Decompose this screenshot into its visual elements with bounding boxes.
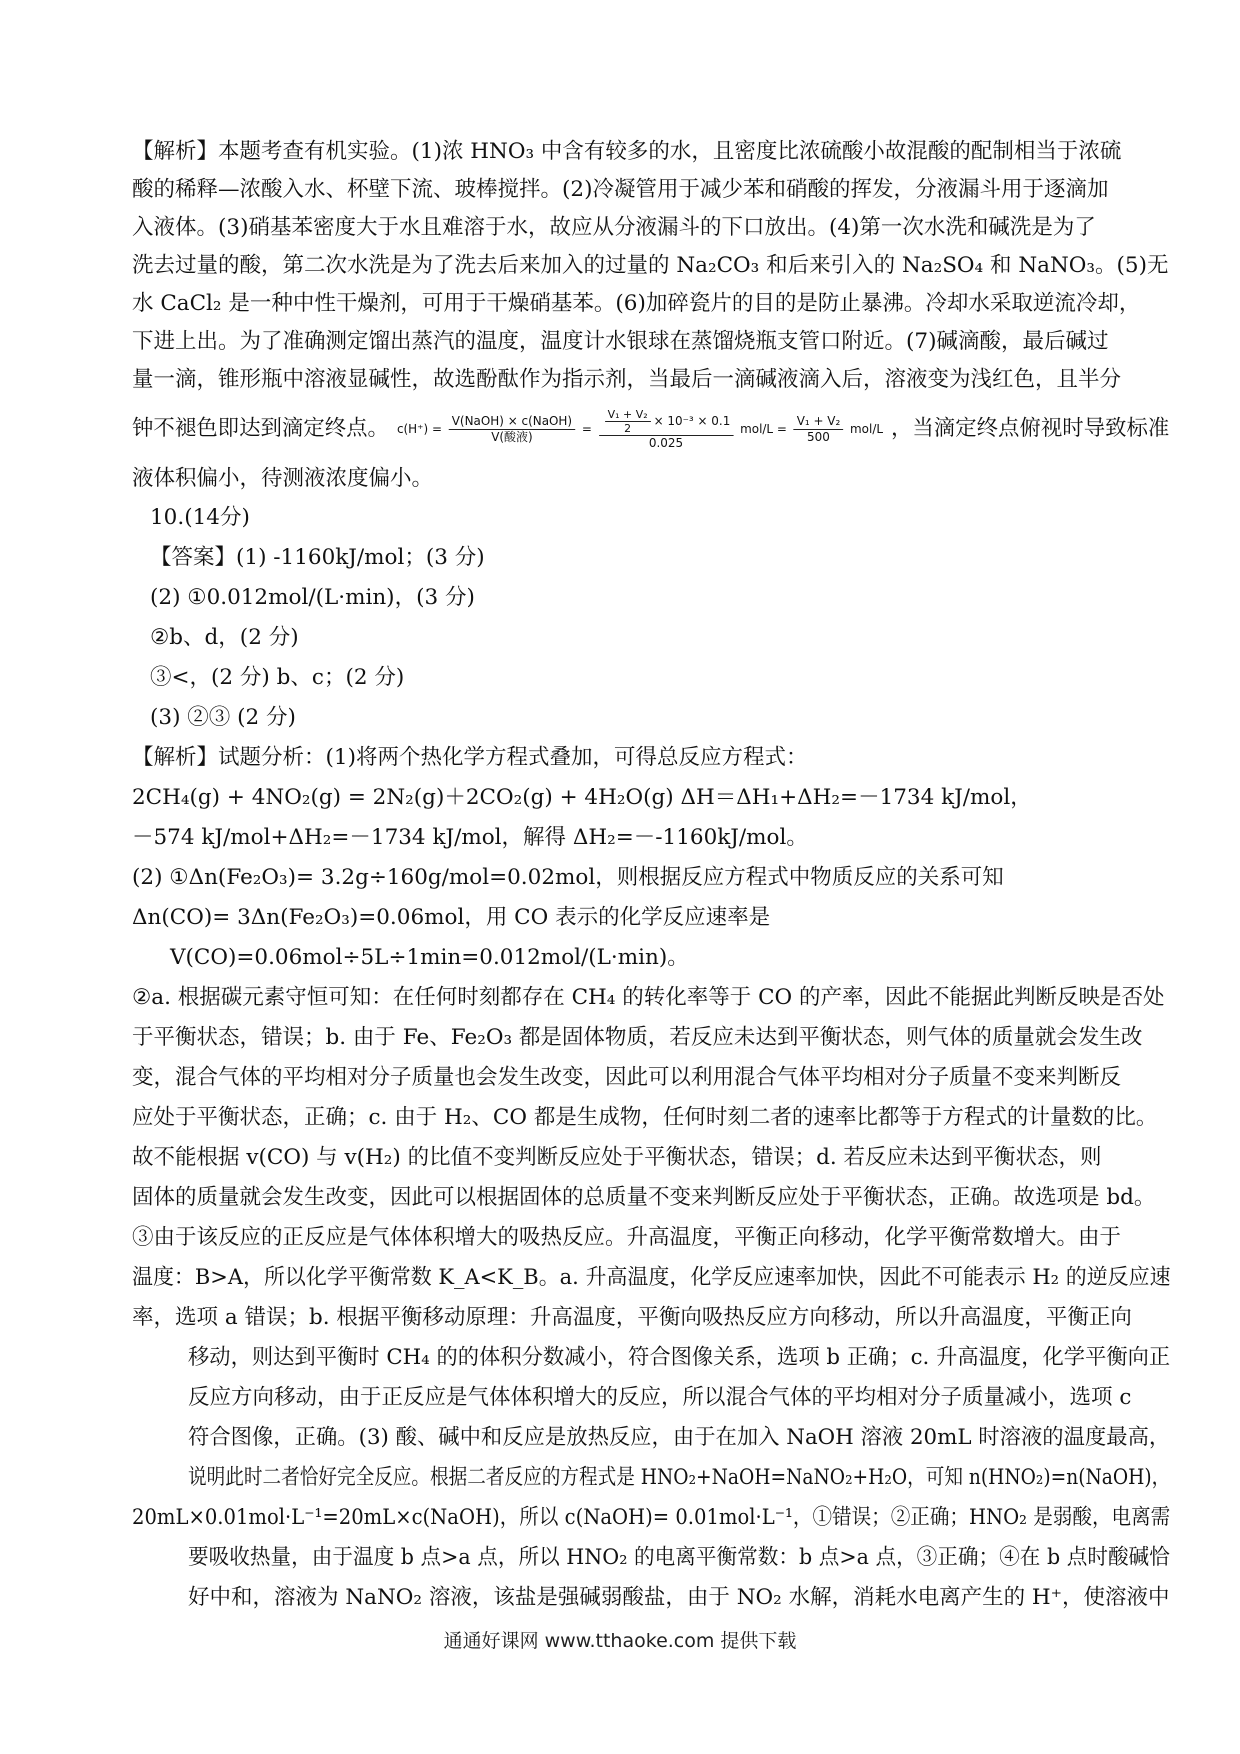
titration-formula xyxy=(397,396,883,462)
text-line: 温度：B>A，所以化学平衡常数 K_A<K_B。a. 升高温度，化学反应速率加快，因此不可能表示 H₂ 的逆反应速 xyxy=(132,1265,1171,1290)
text-line: 液体积偏小，待测液浓度偏小。 xyxy=(132,466,434,491)
text-line: 符合图像，正确。(3) 酸、碱中和反应是放热反应，由于在加入 NaOH 溶液 20mL 时溶液的温度最高， xyxy=(188,1425,1171,1450)
text-line: 率，选项 a 错误；b. 根据平衡移动原理：升高温度，平衡向吸热反应方向移动，所以升高温度，平衡正向 xyxy=(132,1305,1132,1330)
text-line: (2) ①Δn(Fe₂O₃)= 3.2g÷160g/mol=0.02mol，则根据反应方程式中物质反应的关系可知 xyxy=(132,865,1004,890)
inner-numerator: V₁ + V₂ xyxy=(605,408,651,422)
answer-line: 【答案】(1) -1160kJ/mol；(3 分) xyxy=(150,545,485,570)
formula-unit: mol/L xyxy=(850,422,883,436)
text-line: 要吸收热量，由于温度 b 点>a 点，所以 HNO₂ 的电离平衡常数：b 点>a 点，③正确；④在 b 点时酸碱恰 xyxy=(188,1545,1170,1570)
equation-line: V(CO)=0.06mol÷5L÷1min=0.012mol/(L·min)。 xyxy=(170,945,689,970)
text-line: 故不能根据 v(CO) 与 v(H₂) 的比值不变判断反应处于平衡状态，错误；d. 若反应未达到平衡状态，则 xyxy=(132,1145,1102,1170)
formula-fraction-1 xyxy=(449,414,575,445)
text-line: 洗去过量的酸，第二次水洗是为了洗去后来加入的过量的 Na₂CO₃ 和后来引入的 Na₂SO₄ 和 NaNO₃。(5)无 xyxy=(132,253,1169,278)
text-line: ③由于该反应的正反应是气体体积增大的吸热反应。升高温度，平衡正向移动，化学平衡常数增大。由于 xyxy=(132,1225,1122,1250)
formula-suffix-text: ，当滴定终点俯视时导致标准 xyxy=(890,416,1170,441)
formula-fraction-3 xyxy=(794,414,844,445)
formula-line xyxy=(132,396,1169,462)
text-line: 说明此时二者恰好完全反应。根据二者反应的方程式是 HNO₂+NaOH=NaNO₂+H₂O，可知 n(HNO₂)=n(NaOH)， xyxy=(188,1465,1171,1490)
formula-lhs: c(H⁺) = xyxy=(396,422,442,436)
text-line: Δn(CO)= 3Δn(Fe₂O₃)=0.06mol，用 CO 表示的化学反应速率是 xyxy=(132,905,771,930)
text-line: 酸的稀释—浓酸入水、杯壁下流、玻棒搅拌。(2)冷凝管用于减少苯和硝酸的挥发，分液漏斗用于逐滴加 xyxy=(132,177,1109,202)
equation-line: 2CH₄(g) + 4NO₂(g) = 2N₂(g)＋2CO₂(g) + 4H₂O(g) ΔH＝ΔH₁+ΔH₂=－1734 kJ/mol， xyxy=(132,785,1032,810)
text-line: 量一滴，锥形瓶中溶液显碱性，故选酚酞作为指示剂，当最后一滴碱液滴入后，溶液变为浅红色，且半分 xyxy=(132,367,1122,392)
text-line: 20mL×0.01mol·L⁻¹=20mL×c(NaOH)，所以 c(NaOH)= 0.01mol·L⁻¹，①错误；②正确；HNO₂ 是弱酸，电离需 xyxy=(132,1505,1171,1530)
answer-line: (2) ①0.012mol/(L·min)，(3 分) xyxy=(150,585,475,610)
text-line: 变，混合气体的平均相对分子质量也会发生改变，因此可以利用混合气体平均相对分子质量不变来判断反 xyxy=(132,1065,1122,1090)
text-line: 固体的质量就会发生改变，因此可以根据固体的总质量不变来判断反应处于平衡状态，正确。故选项是 bd。 xyxy=(132,1185,1156,1210)
formula-unit: mol/L = xyxy=(740,422,787,436)
text-line: 移动，则达到平衡时 CH₄ 的的体积分数减小，符合图像关系，选项 b 正确；c. 升高温度，化学平衡向正 xyxy=(188,1345,1171,1370)
fraction-numerator: V(NaOH) × c(NaOH) xyxy=(449,414,575,430)
text-line: ②a. 根据碳元素守恒可知：在任何时刻都存在 CH₄ 的转化率等于 CO 的产率，因此不能据此判断反映是否处 xyxy=(132,985,1165,1010)
text-line: 水 CaCl₂ 是一种中性干燥剂，可用于干燥硝基苯。(6)加碎瓷片的目的是防止暴沸。冷却水采取逆流冷却， xyxy=(132,291,1141,316)
answer-line: ②b、d，(2 分) xyxy=(150,625,299,650)
text-line: 入液体。(3)硝基苯密度大于水且难溶于水，故应从分液漏斗的下口放出。(4)第一次水洗和碱洗是为了 xyxy=(132,215,1096,240)
text-line: 好中和，溶液为 NaNO₂ 溶液，该盐是强碱弱酸盐，由于 NO₂ 水解，消耗水电离产生的 H⁺，使溶液中 xyxy=(188,1585,1170,1610)
page-footer: 通通好课网 www.tthaoke.com 提供下载 xyxy=(443,1630,797,1652)
answer-line: ③<，(2 分) b、c；(2 分) xyxy=(150,665,405,690)
text-line: 应处于平衡状态，正确；c. 由于 H₂、CO 都是生成物，任何时刻二者的速率比都等于方程式的计量数的比。 xyxy=(132,1105,1158,1130)
answer-line: (3) ②③ (2 分) xyxy=(150,705,296,730)
fraction-denominator: 0.025 xyxy=(648,436,684,450)
text-line: 反应方向移动，由于正反应是气体体积增大的反应，所以混合气体的平均相对分子质量减小，选项 c xyxy=(188,1385,1132,1410)
fraction-numerator-tail: × 10⁻³ × 0.1 xyxy=(653,414,731,428)
text-line: 【解析】本题考查有机实验。(1)浓 HNO₃ 中含有较多的水，且密度比浓硫酸小故混酸的配制相当于浓硫 xyxy=(132,139,1122,164)
question-title: 10.(14分) xyxy=(150,505,250,530)
text-line: 【解析】试题分析：(1)将两个热化学方程式叠加，可得总反应方程式： xyxy=(132,745,808,770)
text-line: 于平衡状态，错误；b. 由于 Fe、Fe₂O₃ 都是固体物质，若反应未达到平衡状态，则气体的质量就会发生改 xyxy=(132,1025,1143,1050)
equation-line: －574 kJ/mol+ΔH₂=－1734 kJ/mol，解得 ΔH₂=－-1160kJ/mol。 xyxy=(132,825,808,850)
fraction-denominator: 500 xyxy=(807,430,830,444)
formula-equals: = xyxy=(581,422,592,436)
fraction-denominator: V(酸液) xyxy=(491,430,533,444)
inner-fraction xyxy=(605,408,651,435)
formula-prefix-text: 钟不褪色即达到滴定终点。 xyxy=(132,416,389,441)
fraction-numerator xyxy=(599,408,734,436)
fraction-numerator: V₁ + V₂ xyxy=(794,414,844,430)
text-line: 下进上出。为了准确测定馏出蒸汽的温度，温度计水银球在蒸馏烧瓶支管口附近。(7)碱滴酸，最后碱过 xyxy=(132,329,1109,354)
formula-fraction-2 xyxy=(599,408,734,451)
inner-denominator: 2 xyxy=(624,422,632,435)
